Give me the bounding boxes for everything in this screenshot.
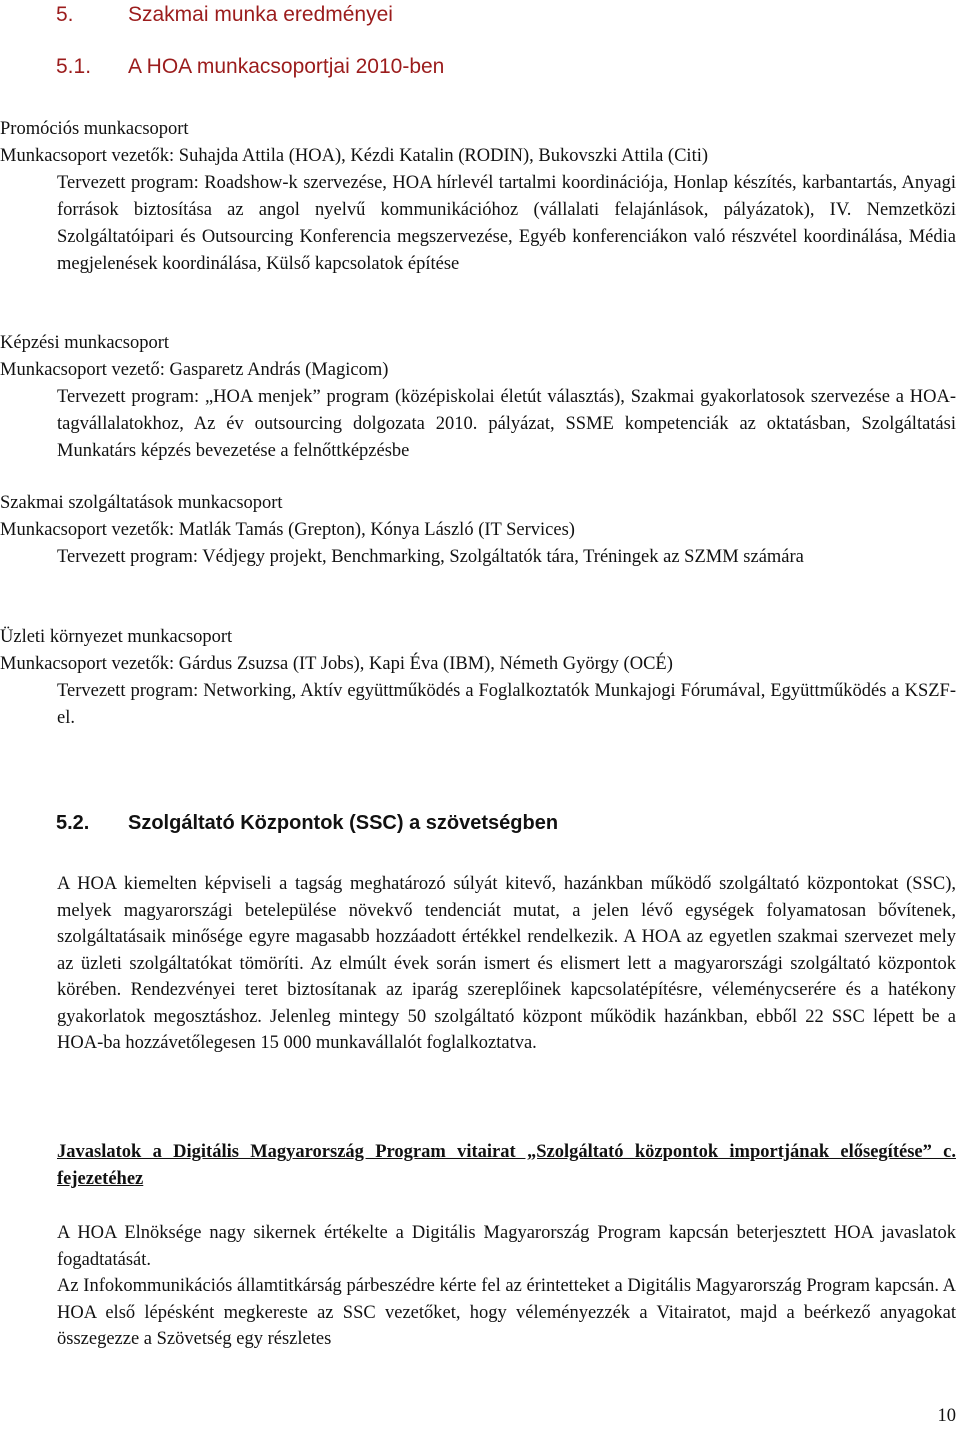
group-name: Promóciós munkacsoport bbox=[0, 119, 189, 139]
group-leaders: Munkacsoport vezetők: Gárdus Zsuzsa (IT Jobs), Kapi Éva (IBM), Németh György (OCÉ) bbox=[0, 654, 673, 674]
group-program: Tervezett program: Networking, Aktív együttműködés a Foglalkoztatók Munkajogi Fórumával, Együttműködés a KSZF-el. bbox=[57, 681, 956, 728]
group-uzleti-kornyezet bbox=[0, 624, 956, 732]
group-leaders: Munkacsoport vezetők: Matlák Tamás (Grepton), Kónya László (IT Services) bbox=[0, 520, 575, 540]
ssc-paragraph: A HOA kiemelten képviseli a tagság meghatározó súlyát kitevő, hazánkban működő szolgáltató központokat (SSC), melyek magyarországi betelepülése növekvő tendenciát mutat, a jelen lévő egységek folyamatosan bővítenek, szolgáltatásaik minősége egyre magasabb hozzáadott értékkel rendelkezik. A HOA az egyetlen szakmai szervezet mely az üzleti szolgáltatókat tömöríti. Az elmúlt évek során ismert és elismert lett a magyarországi szolgáltató központok körében. Rendezvényei teret biztosítanak az iparág szereplőinek kapcsolatépítésre, véleménycserére és a hatékony gyakorlatok megosztáshoz. Jelenleg mintegy 50 szolgáltató központ működik hazánkban, ebből 22 SSC lépett be a HOA-ba hozzávetőlegesen 15 000 munkavállalót foglalkoztatva. bbox=[57, 874, 956, 1053]
group-leaders: Munkacsoport vezető: Gasparetz András (Magicom) bbox=[0, 360, 389, 380]
closing-paragraphs bbox=[57, 1220, 956, 1353]
section-5-heading bbox=[56, 2, 936, 28]
group-name: Képzési munkacsoport bbox=[0, 333, 170, 353]
section-5-2-title: Szolgáltató Központok (SSC) a szövetségben bbox=[128, 812, 559, 834]
closing-paragraph-1: A HOA Elnöksége nagy sikernek értékelte a Digitális Magyarország Program kapcsán beterjesztett HOA javaslatok fogadtatását. bbox=[57, 1223, 956, 1270]
section-5-2-number: 5.2. bbox=[56, 812, 90, 834]
section-5-title: Szakmai munka eredményei bbox=[128, 3, 393, 26]
section-5-1-heading bbox=[56, 54, 936, 80]
section-5-number: 5. bbox=[56, 3, 74, 26]
group-name: Üzleti környezet munkacsoport bbox=[0, 627, 233, 647]
group-program: Tervezett program: Védjegy projekt, Benchmarking, Szolgáltatók tára, Tréningek az SZMM számára bbox=[57, 547, 804, 567]
group-leaders: Munkacsoport vezetők: Suhajda Attila (HOA), Kézdi Katalin (RODIN), Bukovszki Attila (Citi) bbox=[0, 146, 709, 166]
group-program: Tervezett program: Roadshow-k szervezése, HOA hírlevél tartalmi koordinációja, Honlap készítés, karbantartás, Anyagi források biztosítása az angol nyelvű kommunikációhoz (vállalati felajánlások, pályázatok), IV. Nemzetközi Szolgáltatóipari és Outsourcing Konferencia megszervezése, Egyéb konferenciákon való részvétel koordinálása, Média megjelenések koordinálása, Külső kapcsolatok építése bbox=[57, 173, 956, 274]
group-szakmai-szolgaltatasok bbox=[0, 490, 956, 571]
group-program: Tervezett program: „HOA menjek” program (középiskolai életút választás), Szakmai gyakorlatosok szervezése a HOA-tagvállalatokhoz, Az év outsourcing dolgozata 2010. pályázat, SSME kompetenciák az oktatásban, Szolgáltatási Munkatárs képzés bevezetése a felnőttképzésbe bbox=[57, 387, 956, 461]
section-5-2-heading bbox=[56, 810, 936, 836]
section-5-1-number: 5.1. bbox=[56, 55, 92, 78]
section-5-1-title: A HOA munkacsoportjai 2010-ben bbox=[128, 55, 445, 78]
group-name: Szakmai szolgáltatások munkacsoport bbox=[0, 493, 283, 513]
group-kepzesi bbox=[0, 330, 956, 465]
closing-paragraph-2: Az Infokommunikációs államtitkárság párbeszédre kérte fel az érintetteket a Digitális Magyarország Program kapcsán. A HOA első lépésként megkereste az SSC vezetőket, hogy véleményezzék a Vitairatot, majd a beérkező anyagokat összegezze a Szövetség egy részletes bbox=[57, 1276, 956, 1349]
javaslatok-heading: Javaslatok a Digitális Magyarország Program vitairat „Szolgáltató központok importjának elősegítése” c. fejezetéhez bbox=[57, 1142, 956, 1189]
page-number: 10 bbox=[937, 1406, 956, 1426]
group-promocios bbox=[0, 116, 956, 278]
